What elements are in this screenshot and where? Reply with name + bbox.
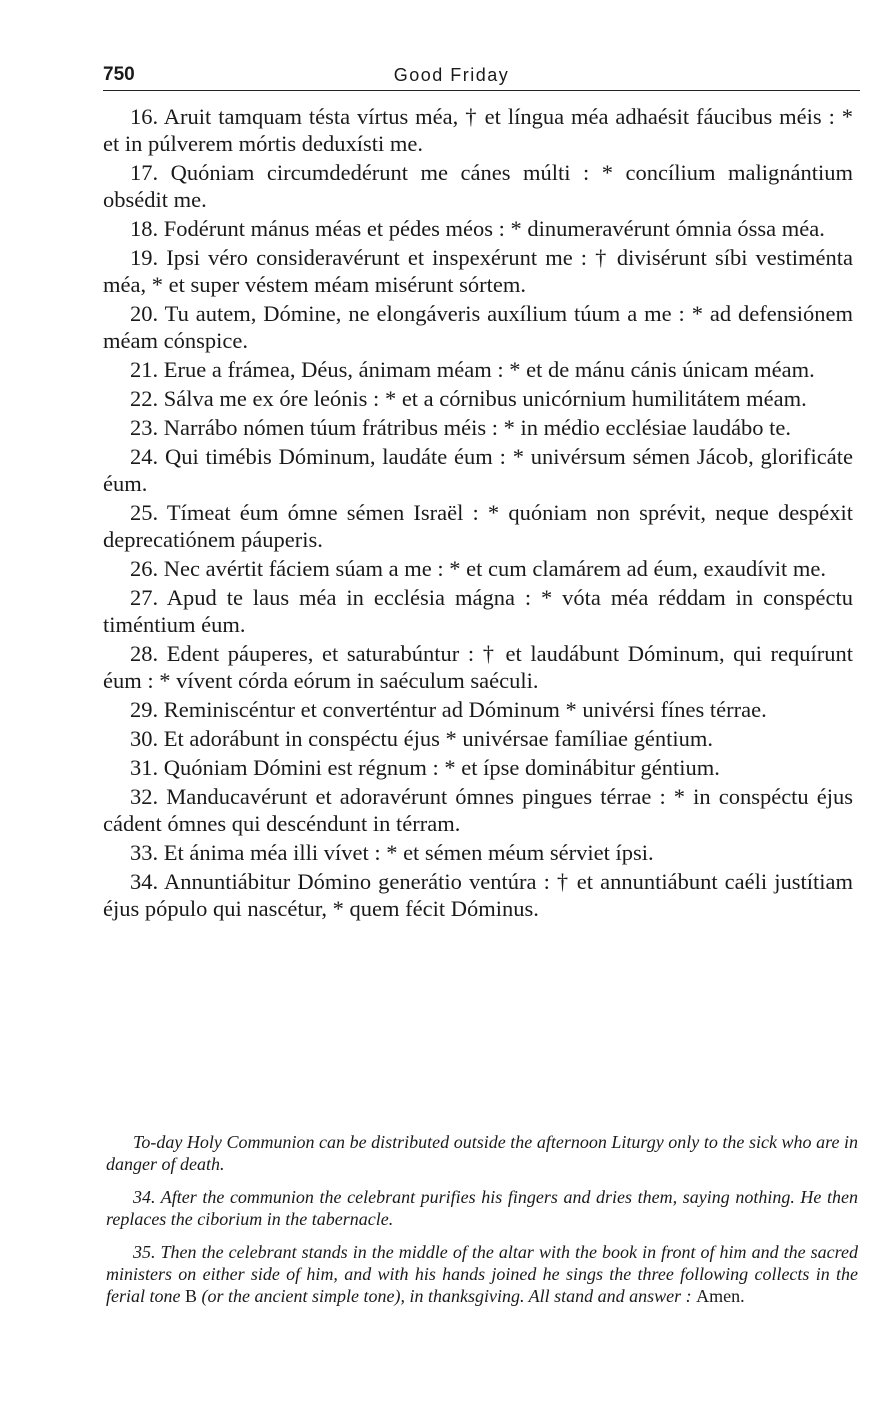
rubric-collects-text-after: (or the ancient simple tone), in thanksgiving. All stand and answer : xyxy=(201,1286,692,1306)
running-title: Good Friday xyxy=(393,65,510,85)
rubric-collects-text: 35. Then the celebrant stands in the middle of the altar with the book in front of him and the sacred ministers on either side of him, and with his hands joined he sings the three following collects in the ferial tone xyxy=(106,1242,858,1306)
rubric-ablutions: 34. After the communion the celebrant purifies his fingers and dries them, saying nothing. He then replaces the ciborium in the tabernacle. xyxy=(106,1187,858,1229)
rubric-communion-note: To-day Holy Communion can be distributed outside the afternoon Liturgy only to the sick who are in danger of death. xyxy=(106,1132,858,1174)
verse: 30. Et adorábunt in conspéctu éjus * univérsae famíliae géntium. xyxy=(130,726,713,751)
verse: 19. Ipsi véro consideravérunt et inspexérunt me : † divisérunt síbi vestiménta méa, * et super véstem méam misérunt sórtem. xyxy=(103,245,853,297)
verse: 21. Erue a frámea, Déus, ánimam méam : * et de mánu cánis únicam méam. xyxy=(130,357,815,382)
page-header xyxy=(103,64,860,91)
verse: 27. Apud te laus méa in ecclésia mágna : * vóta méa réddam in conspéctu timéntium éum. xyxy=(103,585,853,637)
rubric-collects xyxy=(106,1241,858,1307)
psalm-verses xyxy=(103,103,853,924)
tone-letter: B xyxy=(185,1286,198,1306)
verse: 28. Edent páuperes, et saturabúntur : † et laudábunt Dóminum, qui requírunt éum : * vívent córda eórum in saéculum saéculi. xyxy=(103,641,853,693)
response-amen: Amen. xyxy=(696,1286,745,1306)
verse: 16. Aruit tamquam tésta vírtus méa, † et língua méa adhaésit fáucibus méis : * et in púlverem mórtis deduxísti me. xyxy=(103,104,853,156)
verse: 20. Tu autem, Dómine, ne elongáveris auxílium túum a me : * ad defensiónem méam cónspice. xyxy=(103,301,853,353)
verse: 25. Tímeat éum ómne sémen Israël : * quóniam non sprévit, neque despéxit deprecatiónem páuperis. xyxy=(103,500,853,552)
verse: 24. Qui timébis Dóminum, laudáte éum : * univérsum sémen Jácob, glorificáte éum. xyxy=(103,444,853,496)
rubrics xyxy=(106,1131,858,1318)
verse: 33. Et ánima méa illi vívet : * et sémen méum sérviet ípsi. xyxy=(130,840,654,865)
page-number: 750 xyxy=(103,64,135,85)
verse: 23. Narrábo nómen túum frátribus méis : * in médio ecclésiae laudábo te. xyxy=(130,415,792,440)
verse: 32. Manducavérunt et adoravérunt ómnes pingues térrae : * in conspéctu éjus cádent ómnes qui descéndunt in térram. xyxy=(103,784,853,836)
verse: 17. Quóniam circumdedérunt me cánes múlti : * concílium malignántium obsédit me. xyxy=(103,160,853,212)
verse: 26. Nec avértit fáciem súam a me : * et cum clamárem ad éum, exaudívit me. xyxy=(130,556,826,581)
verse: 22. Sálva me ex óre leónis : * et a córnibus unicórnium humilitátem méam. xyxy=(130,386,807,411)
verse: 18. Fodérunt mánus méas et pédes méos : * dinumeravérunt ómnia óssa méa. xyxy=(130,216,825,241)
verse: 31. Quóniam Dómini est régnum : * et ípse dominábitur géntium. xyxy=(130,755,720,780)
verse: 34. Annuntiábitur Dómino generátio ventúra : † et annuntiábunt caéli justítiam éjus pópulo qui nascétur, * quem fécit Dóminus. xyxy=(103,869,853,921)
verse: 29. Reminiscéntur et converténtur ad Dóminum * univérsi fínes térrae. xyxy=(130,697,767,722)
